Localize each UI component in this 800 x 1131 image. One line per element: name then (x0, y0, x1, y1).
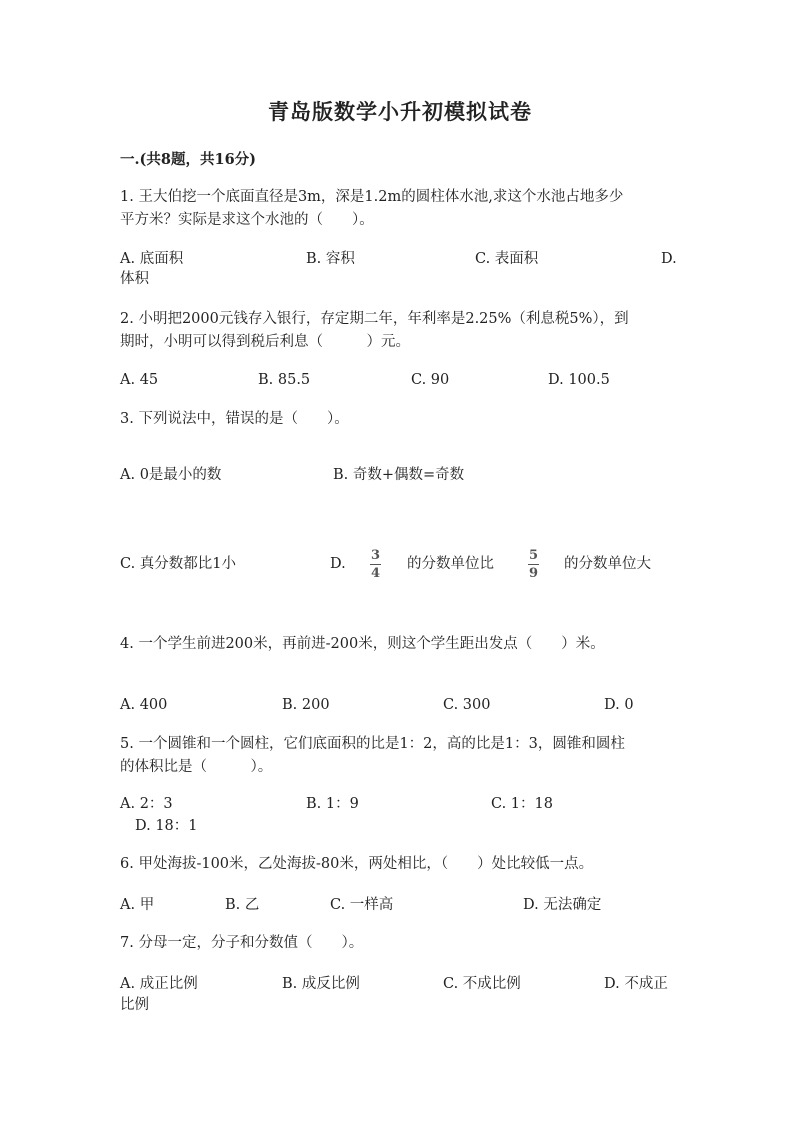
q7-option-c: C. 不成比例 (443, 976, 521, 992)
q1-option-d-wrap: 体积 (120, 271, 149, 287)
q3-option-d: D. (330, 556, 346, 572)
q4-option-b: B. 200 (282, 697, 330, 713)
fraction-bar (528, 564, 539, 565)
fraction-numerator: 3 (370, 548, 381, 563)
q1-option-c: C. 表面积 (475, 251, 539, 267)
question-2-line-2: 期时，小明可以得到税后利息（ ）元。 (120, 334, 410, 350)
q7-option-b: B. 成反比例 (282, 976, 360, 992)
fraction-three-quarters (370, 548, 381, 581)
q6-option-d: D. 无法确定 (523, 897, 602, 913)
q2-option-a: A. 45 (120, 372, 159, 388)
q6-option-c: C. 一样高 (330, 897, 394, 913)
q5-option-a: A. 2：3 (120, 796, 173, 812)
q4-option-c: C. 300 (443, 697, 491, 713)
question-5-line-1: 5. 一个圆锥和一个圆柱，它们底面积的比是1：2，高的比是1：3，圆锥和圆柱 (120, 736, 625, 752)
question-6: 6. 甲处海拔-100米，乙处海拔-80米，两处相比，（ ）处比较低一点。 (120, 856, 594, 872)
q2-option-c: C. 90 (411, 372, 450, 388)
q3-option-d-middle: 的分数单位比 (407, 556, 494, 572)
question-2-line-1: 2. 小明把2000元钱存入银行，存定期二年，年利率是2.25%（利息税5%），到 (120, 311, 629, 327)
question-1-line-2: 平方米？实际是求这个水池的（ ）。 (120, 212, 374, 228)
page-title: 青岛版数学小升初模拟试卷 (268, 99, 532, 124)
q5-option-b: B. 1：9 (306, 796, 359, 812)
question-1 (120, 186, 680, 232)
q3-option-b: B. 奇数+偶数=奇数 (333, 467, 465, 483)
q2-option-b: B. 85.5 (258, 372, 311, 388)
q1-option-a: A. 底面积 (120, 251, 184, 267)
q3-option-a: A. 0是最小的数 (120, 467, 222, 483)
question-4: 4. 一个学生前进200米，再前进-200米，则这个学生距出发点（ ）米。 (120, 636, 605, 652)
q1-option-b: B. 容积 (306, 251, 355, 267)
q7-option-d-wrap: 比例 (120, 997, 149, 1013)
fraction-denominator: 9 (528, 566, 539, 581)
question-1-line-1: 1. 王大伯挖一个底面直径是3m，深是1.2m的圆柱体水池,求这个水池占地多少 (120, 189, 624, 205)
q3-option-c: C. 真分数都比1小 (120, 556, 237, 572)
question-5 (120, 733, 680, 779)
section-heading: 一.(共8题，共16分) (120, 151, 257, 168)
q6-option-a: A. 甲 (120, 897, 155, 913)
question-7: 7. 分母一定，分子和分数值（ ）。 (120, 935, 364, 951)
question-2 (120, 308, 680, 354)
q5-option-c: C. 1：18 (491, 796, 553, 812)
q5-option-d: D. 18：1 (135, 818, 198, 834)
q4-option-d: D. 0 (604, 697, 634, 713)
q7-option-d: D. 不成正 (604, 976, 668, 992)
fraction-five-ninths (528, 548, 539, 581)
question-3: 3. 下列说法中，错误的是（ ）。 (120, 411, 349, 427)
fraction-numerator: 5 (528, 548, 539, 563)
q2-option-d: D. 100.5 (548, 372, 610, 388)
fraction-denominator: 4 (370, 566, 381, 581)
q4-option-a: A. 400 (120, 697, 168, 713)
question-5-line-2: 的体积比是（ ）。 (120, 759, 273, 775)
fraction-bar (370, 564, 381, 565)
q1-option-d: D. (661, 251, 677, 267)
q6-option-b: B. 乙 (225, 897, 260, 913)
q7-option-a: A. 成正比例 (120, 976, 198, 992)
q3-option-d-end: 的分数单位大 (564, 556, 651, 572)
